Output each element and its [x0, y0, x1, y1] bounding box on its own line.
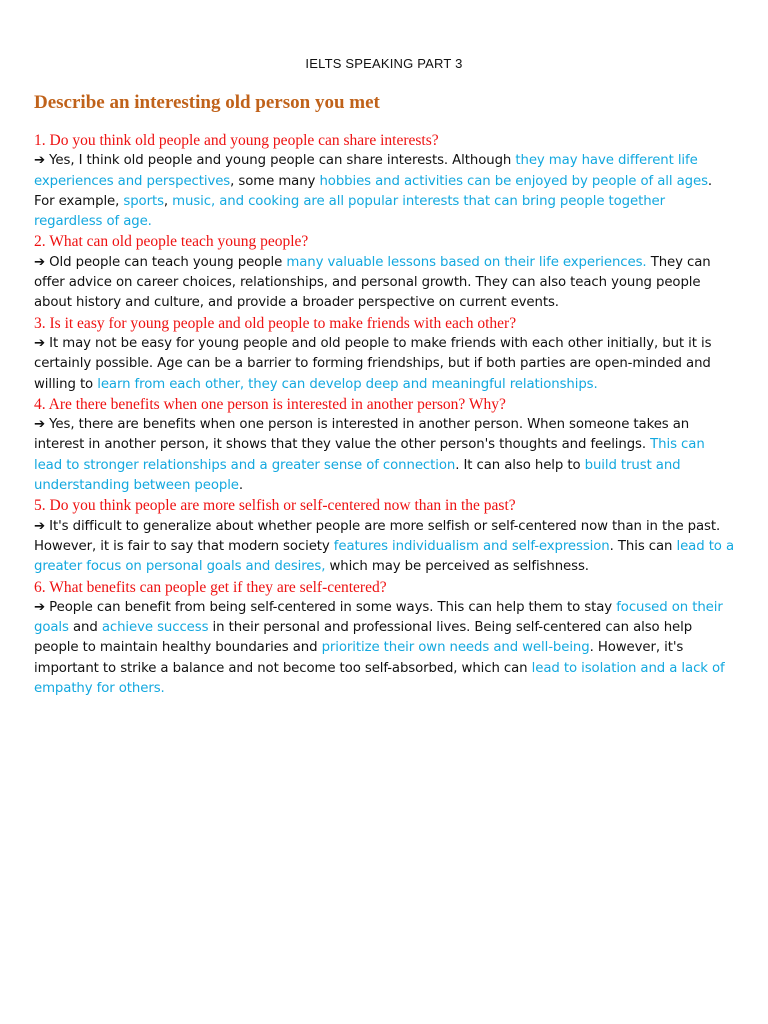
page-title: Describe an interesting old person you met: [34, 92, 380, 113]
answer-text: They can offer advice on career choices, relationships, and personal growth. They can also teach young people about history and culture, and provide a broader perspective on current events.: [34, 254, 711, 311]
highlighted-phrase: This can lead to stronger relationships and a greater sense of connection: [34, 437, 705, 473]
highlighted-phrase: lead to isolation and a lack of empathy for others.: [34, 660, 725, 697]
answer-text: , some many: [230, 173, 320, 189]
arrow-icon: ➔: [34, 254, 46, 270]
answer-text: It may not be easy for young people and old people to make friends with each other initially, but it is certainly possible. Age can be a barrier to forming friendships, but if both parties are open-minded and willing to: [34, 335, 712, 392]
answer-text: . It can also help to: [455, 457, 585, 473]
answer-6: [34, 598, 736, 699]
highlighted-phrase: music, and cooking are all popular interests that can bring people together regardless of age.: [34, 193, 665, 230]
document-header: IELTS SPEAKING PART 3: [305, 56, 463, 71]
question-1: 1. Do you think old people and young people can share interests?: [34, 132, 439, 149]
answer-text: . This can: [609, 538, 677, 554]
answer-text: . However, it's important to strike a balance and not become too self-absorbed, which can: [34, 640, 684, 676]
answer-2: [34, 253, 736, 314]
highlighted-phrase: build trust and understanding between people: [34, 457, 681, 494]
highlighted-phrase: lead to a greater focus on personal goals and desires,: [34, 538, 735, 575]
question-4: 4. Are there benefits when one person is interested in another person? Why?: [34, 395, 506, 413]
highlighted-phrase: hobbies and activities can be enjoyed by people of all ages: [319, 173, 708, 189]
highlighted-phrase: they may have different life experiences and perspectives: [34, 153, 698, 189]
highlighted-phrase: features individualism and self-expression: [333, 538, 610, 554]
answer-text: People can benefit from being self-centered in some ways. This can help them to stay: [45, 599, 617, 615]
question-5: 5. Do you think people are more selfish or self-centered now than in the past?: [34, 497, 516, 515]
answer-text: .: [238, 478, 244, 494]
arrow-icon: ➔: [34, 599, 46, 615]
arrow-icon: ➔: [34, 417, 46, 433]
answer-4: [34, 415, 736, 496]
question-3: 3. Is it easy for young people and old people to make friends with each other?: [34, 314, 517, 332]
answer-text: Yes, there are benefits when one person is interested in another person. When someone takes an interest in another person, it shows that they value the other person's thoughts and feelings.: [34, 417, 690, 453]
answer-text: Old people can teach young people: [45, 254, 287, 270]
question-2: 2. What can old people teach young people?: [34, 233, 309, 251]
arrow-icon: ➔: [34, 335, 46, 351]
arrow-icon: ➔: [34, 518, 46, 534]
answer-3: [34, 334, 736, 395]
answer-text: and: [68, 620, 102, 636]
highlighted-phrase: sports: [123, 193, 164, 209]
highlighted-phrase: achieve success: [101, 620, 209, 636]
highlighted-phrase: prioritize their own needs and well-being: [321, 640, 590, 656]
highlighted-phrase: focused on their goals: [34, 599, 723, 636]
answer-text: . For example,: [34, 173, 713, 209]
answer-text: It's difficult to generalize about whether people are more selfish or self-centered now than in the past. However, it is fair to say that modern society: [34, 518, 721, 554]
answer-text: Yes, I think old people and young people can share interests. Although: [45, 153, 516, 169]
arrow-icon: ➔: [34, 153, 46, 169]
answer-text: ,: [163, 193, 173, 209]
highlighted-phrase: learn from each other, they can develop deep and meaningful relationships.: [97, 376, 598, 392]
answer-text: in their personal and professional lives. Being self-centered can also help people to maintain healthy boundaries and: [34, 620, 693, 656]
qa-list: [34, 131, 736, 699]
highlighted-phrase: many valuable lessons based on their life experiences.: [286, 254, 647, 270]
answer-text: which may be perceived as selfishness.: [325, 559, 589, 575]
answer-5: [34, 517, 736, 578]
answer-1: [34, 151, 736, 232]
question-6: 6. What benefits can people get if they are self-centered?: [34, 578, 387, 596]
